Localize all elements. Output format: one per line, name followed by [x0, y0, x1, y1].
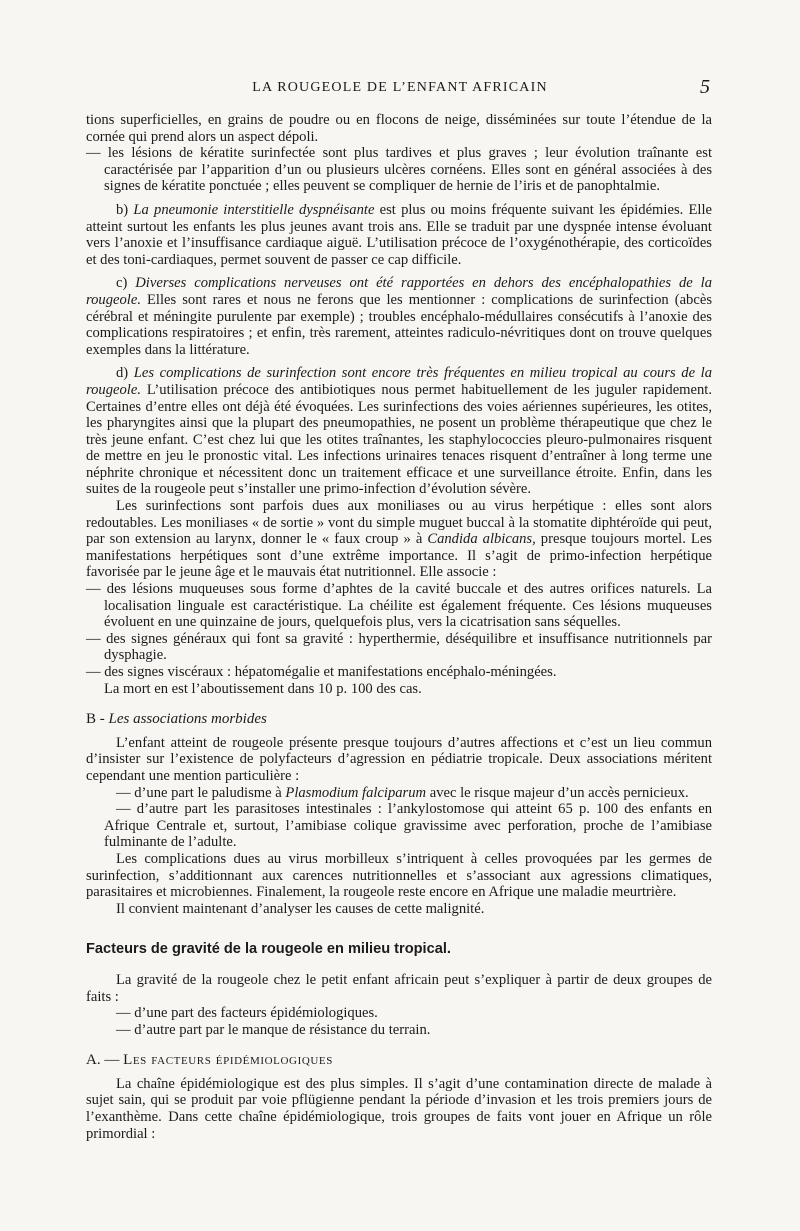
list-item: — d’une part des facteurs épidémiologiques. [116, 1005, 378, 1022]
item-label: b) [116, 201, 129, 218]
paragraph-text: Les surinfections sont parfois dues aux moniliases ou au virus herpétique : elles sont alors redoutables. Les moniliases « de sortie » vont du simple muguet buccal à la stomatite diphtéroïde qui peut, par son extension au larynx, donner le « faux croup » à [86, 498, 712, 548]
list-item: — les lésions de kératite surinfectée sont plus tardives et plus graves ; leur évolution traînante est caractérisée par l’apparition d’un ou plusieurs ulcères cornéens. Elles sont en général associées à des signes de kératite ponctuée ; elles peuvent se compliquer de hernie de l’iris et de panophtalmie. [86, 145, 712, 195]
paragraph: La gravité de la rougeole chez le petit enfant africain peut s’expliquer à partir de deux groupes de faits : [86, 971, 712, 1005]
paragraph [86, 365, 712, 498]
section-label: B - [86, 711, 105, 728]
paragraph: Il convient maintenant d’analyser les causes de cette malignité. [116, 900, 485, 917]
paragraph: La chaîne épidémiologique est des plus simples. Il s’agit d’une contamination directe de malade à sujet sain, qui se produit par voie pflügienne pendant la période d’invasion et les trois premiers jours de l’exanthème. Dans cette chaîne épidémiologique, trois groupes de faits vont jouer en Afrique un rôle primordial : [86, 1075, 712, 1142]
italic-lead: Les complications de surinfection sont encore très fréquentes en milieu tropical au cours de la rougeole. [86, 365, 713, 398]
paragraph: Les complications dues au virus morbilleux s’intriquent à celles provoquées par les germes de surinfection, s’additionnant aux carences nutritionnelles et s’associant aux agressions climatiques, parasitaires et microbiennes. Finalement, la rougeole reste encore en Afrique une maladie meurtrière. [86, 850, 712, 901]
paragraph: La mort en est l’aboutissement dans 10 p. 100 des cas. [104, 680, 422, 697]
list-item: — des signes généraux qui font sa gravité : hyperthermie, déséquilibre et insuffisance nutritionnels par dysphagie. [86, 630, 712, 664]
list-item: — d’autre part par le manque de résistance du terrain. [116, 1021, 431, 1038]
paragraph-text: avec le risque majeur d’un accès pernicieux. [426, 784, 689, 801]
italic-term: Candida albicans, [427, 531, 536, 548]
list-item: — d’autre part les parasitoses intestinales : l’ankylostomose qui atteint 65 p. 100 des enfants en Afrique Centrale et, surtout, l’amibiase colique gravissime avec perforation, proche de l’amibiase fulminante de l’adulte. [104, 801, 712, 851]
paragraph-text: est plus ou moins fréquente suivant les épidémies. Elle atteint surtout les enfants les plus jeunes avant trois ans. Elle se traduit par une dyspnée intense évoluant vers l’anoxie et l’insuffisance cardiaque aiguë. L’utilisation précoce de l’oxygénothérapie, des corticoïdes et des toni-cardiaques, permet souvent de passer ce cap difficile. [86, 201, 712, 268]
paragraph [86, 275, 712, 358]
paragraph [86, 202, 712, 268]
section-title: Les associations morbides [108, 711, 267, 728]
body-text [86, 112, 712, 1142]
section-title: Les facteurs épidémiologiques [123, 1052, 333, 1069]
running-title: LA ROUGEOLE DE L’ENFANT AFRICAIN [252, 80, 548, 95]
paragraph: tions superficielles, en grains de poudre ou en flocons de neige, disséminées sur toute l’étendue de la cornée qui prend alors un aspect dépoli. [86, 112, 712, 145]
section-label: A. — [86, 1052, 120, 1069]
list-item: — des signes viscéraux : hépatomégalie et manifestations encéphalo-méningées. [86, 664, 557, 680]
paragraph-text: Elles sont rares et nous ne ferons que les mentionner : complications de surinfection (abcès cérébral et méningite purulente par exemple) ; troubles encéphalo-médullaires consécutifs à l’anoxie des complications respiratoires ; et enfin, très rarement, atteintes radiculo-névritiques dont on trouve quelques exemples dans la littérature. [86, 291, 712, 358]
paragraph: L’enfant atteint de rougeole présente presque toujours d’autres affections et c’est un lieu commun d’insister sur l’existence de polyfacteurs d’agression en pédiatrie tropicale. Deux associations méritent cependant une mention particulière : [86, 734, 712, 784]
list-item: — des lésions muqueuses sous forme d’aphtes de la cavité buccale et des autres orifices naturels. La localisation linguale est caractéristique. La chéilite est également fréquente. Ces lésions muqueuses évoluent en une quinzaine de jours, quelquefois plus, vers la cicatrisation sans séquelles. [86, 581, 712, 631]
list-item [86, 785, 712, 802]
italic-lead: La pneumonie interstitielle dyspnéisante [133, 201, 375, 218]
item-label: c) [116, 275, 128, 292]
paragraph-text: presque toujours mortel. Les manifestations herpétiques sont d’une extrême importance. Il s’agit de primo-infection herpétique favorisée par le jeune âge et le mauvais état nutritionnel. Elle associe : [86, 531, 712, 581]
section-heading-b [86, 711, 712, 728]
section-heading: Facteurs de gravité de la rougeole en milieu tropical. [86, 941, 451, 958]
paragraph-text: L’utilisation précoce des antibiotiques nous permet habituellement de les juguler rapidement. Certaines d’entre elles ont déjà été évoquées. Les surinfections des voies aériennes supérieures, les otites, les pharyngites ainsi que la plupart des pneumopathies, ne posent un problème thérapeutique que chez le très jeune enfant. C’est chez lui que les otites traînantes, les staphylococcies pleuro-pulmonaires risquent de mettre en jeu le pronostic vital. Les infections urinaires tenaces risquent d’entraîner à long terme une néphrite chronique et nécessitent donc un traitement efficace et une surveillance étroite. Enfin, dans les suites de la rougeole peut s’installer une primo-infection d’évolution sévère. [86, 381, 712, 498]
paragraph-text: — d’une part le paludisme à [116, 784, 286, 801]
italic-lead: Diverses complications nerveuses ont été rapportées en dehors des encéphalopathies de la rougeole. [86, 275, 712, 308]
item-label: d) [116, 365, 129, 382]
section-heading-a [86, 1052, 712, 1069]
italic-term: Plasmodium falciparum [285, 784, 427, 801]
page-number: 5 [700, 76, 710, 98]
paragraph [86, 498, 712, 581]
